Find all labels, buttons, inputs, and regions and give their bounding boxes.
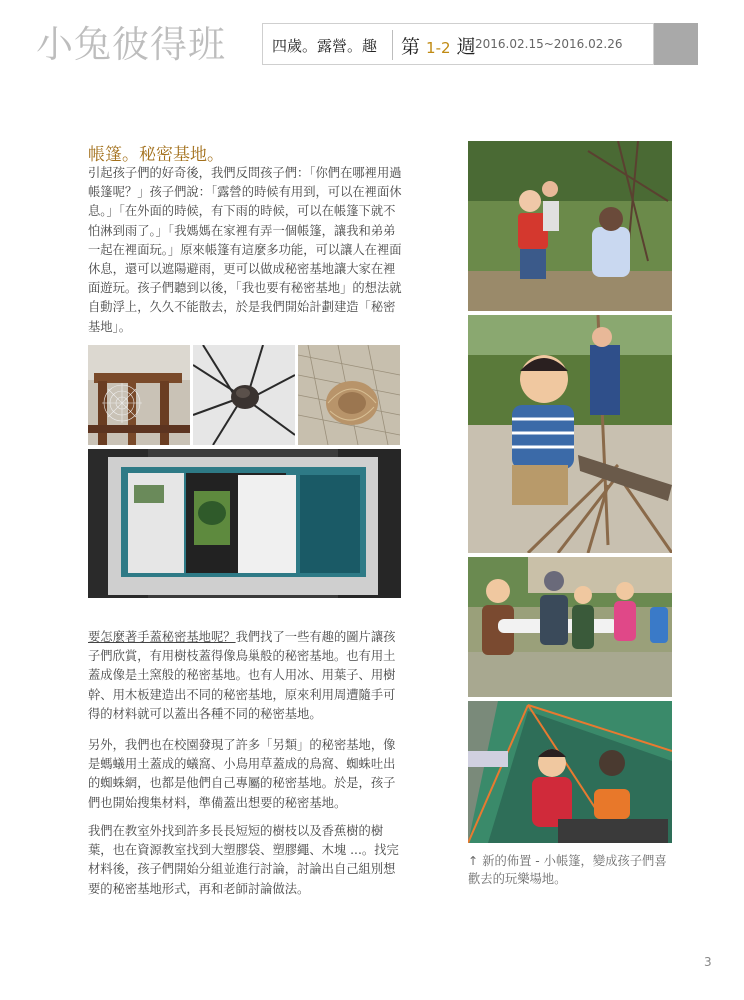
page-number: 3 bbox=[704, 955, 712, 969]
paragraph-examples: 我們找了一些有趣的圖片讓孩子們欣賞，有用樹枝蓋得像鳥巢般的秘密基地。也有用土蓋成像是土窯般的秘密基地。也有人用冰、用葉子、用樹幹、用木板建造出不同的秘密基地，原來利用周遭隨手可得的材料就可以蓋出各種不同的秘密基地。 bbox=[88, 630, 396, 721]
paragraph-how-to-build bbox=[88, 628, 404, 724]
photo-caption: ↑ 新的佈置 - 小帳篷，變成孩子們喜歡去的玩樂場地。 bbox=[468, 854, 667, 886]
photo-children-carrying bbox=[468, 557, 672, 697]
header-category: 四歲。露營。趣 bbox=[272, 37, 378, 55]
week-number: 1-2 bbox=[426, 39, 451, 57]
photo-children-garden bbox=[468, 141, 672, 311]
photo-boy-with-saw bbox=[468, 315, 672, 553]
section-title: 帳篷。秘密基地。 bbox=[88, 145, 224, 165]
header-box bbox=[262, 23, 654, 65]
paragraph-materials: 我們在教室外找到許多長長短短的樹枝以及香蕉樹的樹葉，也在資源教室找到大塑膠袋、塑膠繩、木塊 ...。找完材料後，孩子們開始分組並進行討論，討論出自己組別想要的秘密基地形式，再和老師討論做法。 bbox=[88, 824, 399, 896]
week-prefix: 第 bbox=[401, 36, 427, 58]
paragraph-question: 要怎麼著手蓋秘密基地呢？ bbox=[88, 630, 236, 644]
photo-projector-screen bbox=[88, 449, 401, 598]
header-tab bbox=[654, 23, 698, 65]
header-dates: 2016.02.15~2016.02.26 bbox=[475, 37, 623, 51]
paragraph-intro: 引起孩子們的好奇後，我們反問孩子們：「你們在哪裡用過帳篷呢？」孩子們說：「露營的時候有用到，可以在裡面休息。」「在外面的時候，有下雨的時候，可以在帳篷下就不怕淋到雨了。」「我媽媽在家裡有弄一個帳篷，讓我和弟弟一起在裡面玩。」原來帳篷有這麼多功能，可以讓人在裡面休息，還可以遮陽避雨，更可以做成秘密基地讓大家在裡面遊玩。孩子們聽到以後，「我也要有秘密基地」的想法就自動浮上，久久不能散去，於是我們開始計劃建造「秘密基地」。 bbox=[88, 166, 402, 334]
week-suffix: 週 bbox=[450, 36, 476, 58]
photo-children-in-tent bbox=[468, 701, 672, 843]
photo-bird-nest-branch bbox=[193, 345, 295, 445]
header-week bbox=[401, 32, 476, 59]
header-divider bbox=[392, 30, 393, 60]
photo-nest-on-net bbox=[298, 345, 400, 445]
page-logo: 小兔彼得班 bbox=[36, 23, 226, 66]
photo-spiderweb bbox=[88, 345, 190, 445]
paragraph-campus-findings: 另外，我們也在校園發現了許多「另類」的秘密基地，像是螞蟻用土蓋成的蟻窩、小鳥用草蓋成的鳥窩、蜘蛛吐出的蜘蛛網，也都是他們自己專屬的秘密基地。於是，孩子們也開始搜集材料，準備蓋出想要的秘密基地。 bbox=[88, 738, 396, 810]
